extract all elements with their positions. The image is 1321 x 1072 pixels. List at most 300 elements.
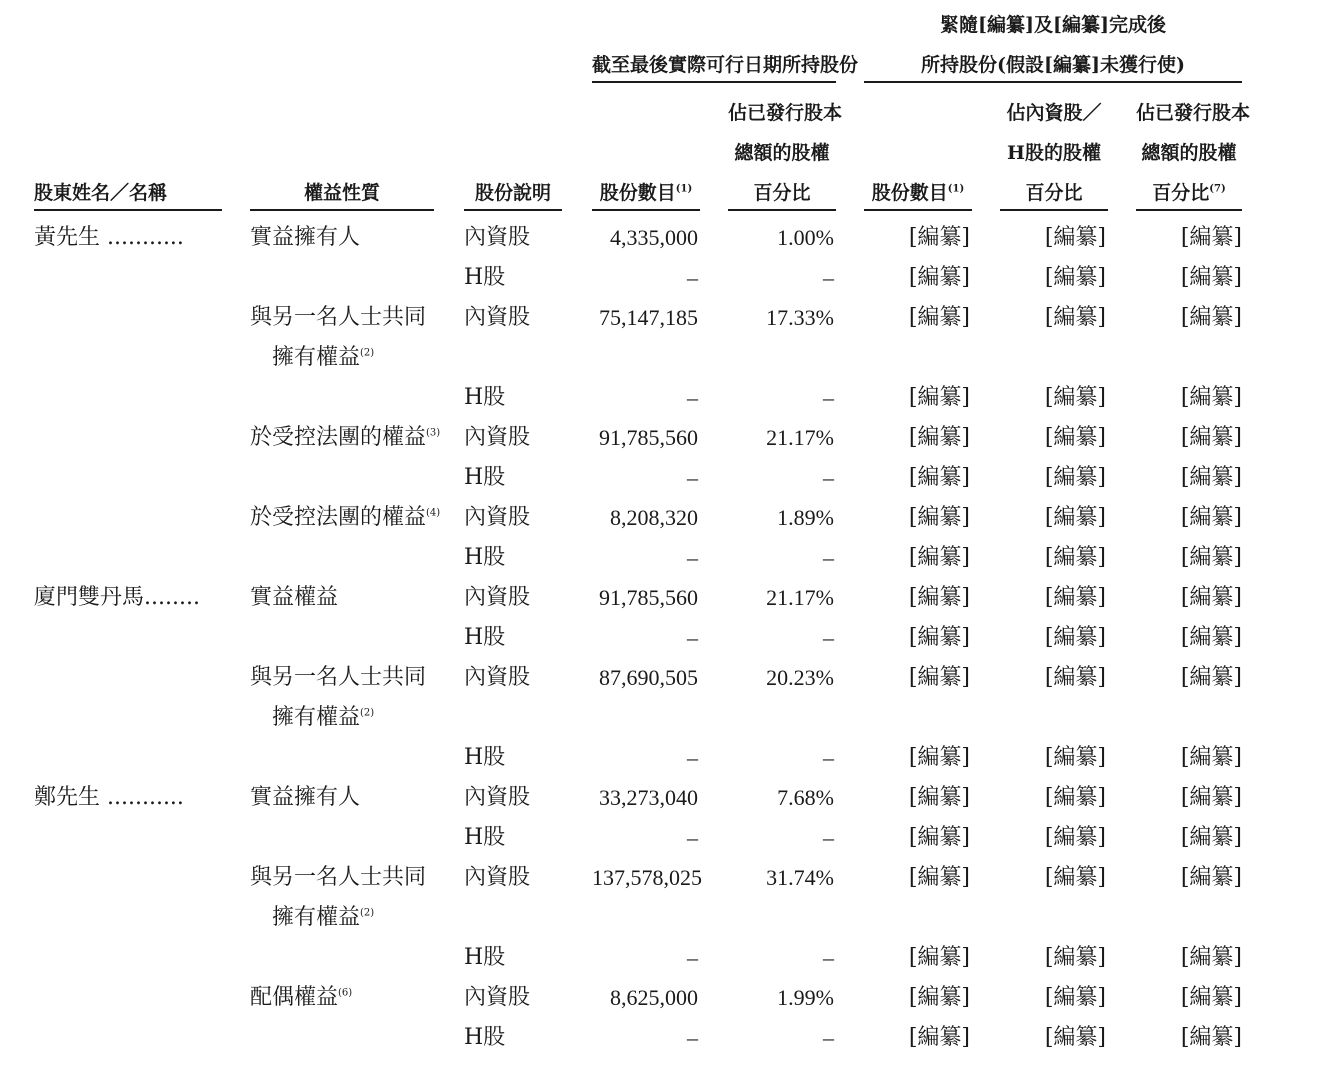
- share-class: [464, 698, 562, 738]
- shareholding-pct: [728, 1018, 834, 1058]
- post-total-pct-text: [編纂]: [1180, 865, 1242, 890]
- shareholder-name: [34, 1018, 222, 1058]
- shares-count: [592, 858, 702, 898]
- group-header-post-line1: 緊隨[編纂]及[編纂]完成後: [940, 14, 1166, 36]
- shareholding-pct-text: –: [823, 1025, 834, 1050]
- shares-count: [592, 938, 698, 978]
- col-rule-desc: [464, 209, 562, 211]
- post-total-pct: [1136, 418, 1242, 458]
- interest-nature-text: 擁有權益: [250, 705, 361, 730]
- interest-nature: [250, 778, 450, 818]
- shareholder-name-text: 黃先生 ...........: [34, 225, 184, 250]
- shareholder-name: [34, 858, 222, 898]
- post-shares-count-text: [編纂]: [908, 945, 970, 970]
- post-class-pct-text: [編纂]: [1044, 425, 1106, 450]
- post-shares-count: [864, 898, 970, 938]
- post-class-pct-text: [編纂]: [1044, 585, 1106, 610]
- post-total-pct: [1136, 538, 1242, 578]
- post-shares-count: [864, 978, 970, 1018]
- shares-count: [592, 618, 698, 658]
- col-header-post-class-pct-line1: 佔內資股／: [1006, 102, 1102, 124]
- post-total-pct-text: [編纂]: [1180, 425, 1242, 450]
- post-class-pct-text: [編纂]: [1044, 865, 1106, 890]
- shareholder-name: [34, 658, 222, 698]
- interest-nature: [250, 1018, 450, 1058]
- post-total-pct-text: [編纂]: [1180, 985, 1242, 1010]
- shareholder-name: [34, 538, 222, 578]
- interest-nature-text: 擁有權益: [250, 345, 361, 370]
- post-class-pct: [1000, 458, 1106, 498]
- post-class-pct: [1000, 778, 1106, 818]
- post-shares-count: [864, 818, 970, 858]
- shares-count: [592, 418, 698, 458]
- shareholding-pct: [728, 538, 834, 578]
- share-class: [464, 578, 562, 618]
- share-class-text: 內資股: [464, 585, 531, 610]
- post-shares-count: [864, 298, 970, 338]
- shares-count-text: 4,335,000: [610, 225, 698, 250]
- shareholder-name-text: 廈門雙丹馬........: [34, 585, 200, 610]
- share-class: [464, 1018, 562, 1058]
- share-class-text: H股: [464, 1025, 506, 1050]
- share-class-text: H股: [464, 545, 506, 570]
- interest-nature: [250, 858, 450, 898]
- share-class-text: H股: [464, 385, 506, 410]
- share-class-text: 內資股: [464, 985, 531, 1010]
- interest-nature: [250, 938, 450, 978]
- post-class-pct: [1000, 978, 1106, 1018]
- post-total-pct: [1136, 658, 1242, 698]
- post-class-pct-text: [編纂]: [1044, 985, 1106, 1010]
- shareholding-pct: [728, 658, 834, 698]
- share-class: [464, 618, 562, 658]
- shareholding-pct: [728, 898, 834, 938]
- shareholder-name: [34, 618, 222, 658]
- post-total-pct-text: [編纂]: [1180, 825, 1242, 850]
- post-total-pct: [1136, 298, 1242, 338]
- share-class: [464, 538, 562, 578]
- footnote-ref: (4): [426, 507, 441, 519]
- col-rule-post-shares: [864, 209, 972, 211]
- post-total-pct-text: [編纂]: [1180, 385, 1242, 410]
- share-class: [464, 258, 562, 298]
- post-class-pct: [1000, 338, 1106, 378]
- post-shares-count: [864, 658, 970, 698]
- post-total-pct-text: [編纂]: [1180, 625, 1242, 650]
- interest-nature: [250, 498, 450, 538]
- shares-count-text: –: [687, 825, 698, 850]
- shares-count-text: 33,273,040: [599, 785, 698, 810]
- interest-nature-text: 於受控法團的權益: [250, 425, 427, 450]
- group-header-post-line2: 所持股份(假設[編纂]未獲行使): [921, 54, 1185, 76]
- post-shares-count: [864, 938, 970, 978]
- post-class-pct: [1000, 258, 1106, 298]
- post-class-pct-text: [編纂]: [1044, 785, 1106, 810]
- post-shares-count-text: [編纂]: [908, 625, 970, 650]
- interest-nature: [250, 578, 450, 618]
- post-class-pct: [1000, 418, 1106, 458]
- interest-nature: [250, 258, 450, 298]
- share-class-text: H股: [464, 825, 506, 850]
- post-shares-count-text: [編纂]: [908, 265, 970, 290]
- col-header-shares: 股份數目$^{(1)}$: [599, 182, 693, 204]
- post-total-pct-text: [編纂]: [1180, 265, 1242, 290]
- col-rule-post-class-pct: [1000, 209, 1108, 211]
- post-class-pct-text: [編纂]: [1044, 385, 1106, 410]
- col-header-desc: 股份說明: [474, 182, 551, 204]
- interest-nature-text: 實益擁有人: [250, 785, 361, 810]
- interest-nature-text: 與另一名人士共同: [250, 305, 427, 330]
- post-shares-count-text: [編纂]: [908, 745, 970, 770]
- shareholding-pct-text: 1.89%: [777, 505, 834, 530]
- share-class: [464, 818, 562, 858]
- post-class-pct-text: [編纂]: [1044, 945, 1106, 970]
- share-class: [464, 658, 562, 698]
- interest-nature-text: 實益權益: [250, 585, 339, 610]
- post-class-pct: [1000, 218, 1106, 258]
- post-shares-count-text: [編纂]: [908, 985, 970, 1010]
- post-class-pct-text: [編纂]: [1044, 825, 1106, 850]
- shares-count: [592, 458, 698, 498]
- shares-count-text: –: [687, 385, 698, 410]
- col-header-pct-line2: 總額的股權: [734, 142, 830, 164]
- col-header-post-shares: 股份數目$^{(1)}$: [871, 182, 965, 204]
- post-total-pct-text: [編纂]: [1180, 585, 1242, 610]
- post-class-pct-text: [編纂]: [1044, 745, 1106, 770]
- post-shares-count: [864, 738, 970, 778]
- share-class-text: H股: [464, 265, 506, 290]
- share-class-text: 內資股: [464, 785, 531, 810]
- footnote-ref: (3): [426, 427, 441, 439]
- post-shares-count: [864, 458, 970, 498]
- shares-count-text: 8,625,000: [610, 985, 698, 1010]
- shareholding-pct-text: –: [823, 745, 834, 770]
- share-class-text: H股: [464, 945, 506, 970]
- share-class: [464, 738, 562, 778]
- shareholding-pct: [728, 618, 834, 658]
- post-shares-count-text: [編纂]: [908, 505, 970, 530]
- shares-count: [592, 778, 698, 818]
- post-total-pct-text: [編纂]: [1180, 665, 1242, 690]
- footnote-ref: (2): [360, 707, 375, 719]
- shareholding-pct: [728, 938, 834, 978]
- col-rule-name: [34, 209, 222, 211]
- post-total-pct: [1136, 978, 1242, 1018]
- post-shares-count: [864, 218, 970, 258]
- shareholding-pct: [728, 498, 834, 538]
- share-class: [464, 938, 562, 978]
- shareholding-pct: [728, 458, 834, 498]
- shares-count: [592, 658, 698, 698]
- post-total-pct: [1136, 858, 1242, 898]
- col-header-post-class-pct-line2: H股的股權: [1007, 142, 1101, 164]
- shareholding-pct: [728, 698, 834, 738]
- shareholding-pct-text: 21.17%: [766, 585, 834, 610]
- shareholding-pct-text: 17.33%: [766, 305, 834, 330]
- share-class: [464, 218, 562, 258]
- interest-nature: [250, 218, 450, 258]
- post-total-pct: [1136, 738, 1242, 778]
- share-class: [464, 298, 562, 338]
- interest-nature: [250, 418, 450, 458]
- share-class-text: 內資股: [464, 865, 531, 890]
- shareholder-name-text: 鄭先生 ...........: [34, 785, 184, 810]
- interest-nature: [250, 738, 450, 778]
- post-shares-count: [864, 618, 970, 658]
- post-class-pct: [1000, 538, 1106, 578]
- shareholder-name: [34, 698, 222, 738]
- footnote-ref: (2): [360, 347, 375, 359]
- shares-count-text: 91,785,560: [599, 425, 698, 450]
- shareholding-pct: [728, 578, 834, 618]
- post-shares-count: [864, 258, 970, 298]
- post-class-pct: [1000, 658, 1106, 698]
- post-total-pct: [1136, 618, 1242, 658]
- post-total-pct-text: [編纂]: [1180, 305, 1242, 330]
- shares-count: [592, 258, 698, 298]
- shareholder-name: [34, 578, 222, 618]
- interest-nature-text: 與另一名人士共同: [250, 665, 427, 690]
- shareholding-pct-text: –: [823, 545, 834, 570]
- post-shares-count: [864, 578, 970, 618]
- shareholder-name: [34, 978, 222, 1018]
- shares-count-text: 137,578,025: [592, 865, 702, 890]
- post-total-pct: [1136, 338, 1242, 378]
- shareholder-name: [34, 338, 222, 378]
- post-class-pct: [1000, 378, 1106, 418]
- post-class-pct: [1000, 618, 1106, 658]
- interest-nature: [250, 658, 450, 698]
- shares-count: [592, 218, 698, 258]
- col-header-pct-line1: 佔已發行股本: [728, 102, 843, 124]
- post-total-pct-text: [編纂]: [1180, 745, 1242, 770]
- post-class-pct: [1000, 818, 1106, 858]
- group-rule-current: [592, 81, 836, 83]
- share-class-text: 內資股: [464, 505, 531, 530]
- post-shares-count: [864, 858, 970, 898]
- post-shares-count: [864, 418, 970, 458]
- share-class: [464, 338, 562, 378]
- col-header-pct-line3: 百分比: [753, 182, 811, 204]
- post-total-pct-text: [編纂]: [1180, 1025, 1242, 1050]
- post-total-pct: [1136, 778, 1242, 818]
- post-total-pct-text: [編纂]: [1180, 225, 1242, 250]
- interest-nature-text: 與另一名人士共同: [250, 865, 427, 890]
- post-shares-count-text: [編纂]: [908, 785, 970, 810]
- post-class-pct-text: [編纂]: [1044, 665, 1106, 690]
- col-header-post-pct-line1: 佔已發行股本: [1136, 102, 1251, 124]
- shareholding-pct: [728, 258, 834, 298]
- share-class: [464, 978, 562, 1018]
- col-header-name: 股東姓名／名稱: [34, 182, 168, 204]
- shareholding-pct-text: 7.68%: [777, 785, 834, 810]
- share-class-text: 內資股: [464, 305, 531, 330]
- shares-count: [592, 1018, 698, 1058]
- footnote-ref: (6): [338, 987, 353, 999]
- shareholder-name: [34, 418, 222, 458]
- shares-count: [592, 578, 698, 618]
- shareholding-pct: [728, 778, 834, 818]
- post-total-pct: [1136, 458, 1242, 498]
- share-class-text: 內資股: [464, 425, 531, 450]
- post-class-pct-text: [編纂]: [1044, 465, 1106, 490]
- post-shares-count: [864, 778, 970, 818]
- post-shares-count-text: [編纂]: [908, 385, 970, 410]
- share-class: [464, 778, 562, 818]
- shareholding-pct: [728, 338, 834, 378]
- shareholding-pct-text: –: [823, 625, 834, 650]
- shareholding-pct: [728, 738, 834, 778]
- shareholding-pct-text: –: [823, 265, 834, 290]
- shares-count: [592, 698, 698, 738]
- post-total-pct-text: [編纂]: [1180, 465, 1242, 490]
- shareholder-name: [34, 218, 222, 258]
- interest-nature: [250, 538, 450, 578]
- shares-count-text: –: [687, 945, 698, 970]
- post-total-pct: [1136, 498, 1242, 538]
- post-class-pct: [1000, 1018, 1106, 1058]
- col-header-post-pct-line2: 總額的股權: [1141, 142, 1237, 164]
- shareholding-pct-text: 31.74%: [766, 865, 834, 890]
- post-total-pct: [1136, 578, 1242, 618]
- post-class-pct-text: [編纂]: [1044, 265, 1106, 290]
- group-header-current: 截至最後實際可行日期所持股份: [592, 54, 859, 76]
- share-class: [464, 498, 562, 538]
- interest-nature-text: 實益擁有人: [250, 225, 361, 250]
- share-class-text: H股: [464, 625, 506, 650]
- interest-nature: [250, 698, 450, 738]
- shareholding-pct-text: –: [823, 465, 834, 490]
- post-shares-count: [864, 1018, 970, 1058]
- post-total-pct: [1136, 218, 1242, 258]
- shares-count-text: 75,147,185: [599, 305, 698, 330]
- post-shares-count: [864, 538, 970, 578]
- shareholder-name: [34, 898, 222, 938]
- interest-nature: [250, 898, 450, 938]
- shares-count: [592, 498, 698, 538]
- col-rule-shares: [592, 209, 700, 211]
- post-total-pct-text: [編纂]: [1180, 945, 1242, 970]
- shareholder-name: [34, 738, 222, 778]
- shareholding-pct: [728, 818, 834, 858]
- post-shares-count-text: [編纂]: [908, 825, 970, 850]
- post-class-pct: [1000, 498, 1106, 538]
- shares-count: [592, 538, 698, 578]
- shareholder-name: [34, 498, 222, 538]
- post-shares-count-text: [編纂]: [908, 1025, 970, 1050]
- post-class-pct-text: [編纂]: [1044, 545, 1106, 570]
- shares-count-text: –: [687, 545, 698, 570]
- post-total-pct: [1136, 938, 1242, 978]
- shareholding-pct-text: 20.23%: [766, 665, 834, 690]
- interest-nature: [250, 378, 450, 418]
- post-class-pct: [1000, 738, 1106, 778]
- group-rule-post: [864, 81, 1242, 83]
- shareholder-name: [34, 298, 222, 338]
- shareholding-pct: [728, 218, 834, 258]
- shares-count-text: –: [687, 265, 698, 290]
- shares-count: [592, 338, 698, 378]
- post-shares-count-text: [編纂]: [908, 305, 970, 330]
- shareholder-name: [34, 258, 222, 298]
- post-shares-count: [864, 498, 970, 538]
- interest-nature: [250, 618, 450, 658]
- post-class-pct-text: [編纂]: [1044, 505, 1106, 530]
- interest-nature-text: 擁有權益: [250, 905, 361, 930]
- share-class-text: 內資股: [464, 225, 531, 250]
- post-class-pct: [1000, 858, 1106, 898]
- post-total-pct: [1136, 1018, 1242, 1058]
- post-total-pct: [1136, 258, 1242, 298]
- post-class-pct-text: [編纂]: [1044, 305, 1106, 330]
- col-rule-pct: [728, 209, 836, 211]
- share-class-text: 內資股: [464, 665, 531, 690]
- post-class-pct: [1000, 578, 1106, 618]
- interest-nature: [250, 458, 450, 498]
- post-shares-count-text: [編纂]: [908, 465, 970, 490]
- post-class-pct: [1000, 698, 1106, 738]
- interest-nature: [250, 818, 450, 858]
- post-shares-count-text: [編纂]: [908, 225, 970, 250]
- share-class: [464, 858, 562, 898]
- post-class-pct: [1000, 898, 1106, 938]
- footnote-ref: (2): [360, 907, 375, 919]
- shares-count-text: 87,690,505: [599, 665, 698, 690]
- share-class: [464, 418, 562, 458]
- post-total-pct: [1136, 818, 1242, 858]
- col-rule-nature: [250, 209, 434, 211]
- shareholder-name: [34, 458, 222, 498]
- shareholding-pct-text: –: [823, 385, 834, 410]
- post-shares-count-text: [編纂]: [908, 585, 970, 610]
- shares-count-text: –: [687, 745, 698, 770]
- shares-count: [592, 978, 698, 1018]
- shares-count-text: 8,208,320: [610, 505, 698, 530]
- post-class-pct: [1000, 938, 1106, 978]
- shareholding-pct-text: –: [823, 945, 834, 970]
- interest-nature-text: 配偶權益: [250, 985, 339, 1010]
- share-class: [464, 458, 562, 498]
- shareholding-pct: [728, 378, 834, 418]
- shareholding-pct: [728, 298, 834, 338]
- col-header-post-class-pct-line3: 百分比: [1025, 182, 1083, 204]
- shareholder-name: [34, 778, 222, 818]
- post-class-pct-text: [編纂]: [1044, 1025, 1106, 1050]
- interest-nature: [250, 298, 450, 338]
- shares-count: [592, 298, 698, 338]
- shares-count: [592, 738, 698, 778]
- shareholding-pct-text: –: [823, 825, 834, 850]
- interest-nature: [250, 338, 450, 378]
- shareholding-pct: [728, 978, 834, 1018]
- shareholding-pct: [728, 858, 834, 898]
- post-shares-count-text: [編纂]: [908, 865, 970, 890]
- shareholder-name: [34, 938, 222, 978]
- shareholding-pct-text: 1.00%: [777, 225, 834, 250]
- share-class: [464, 378, 562, 418]
- shareholding-pct-text: 1.99%: [777, 985, 834, 1010]
- post-shares-count-text: [編纂]: [908, 665, 970, 690]
- post-total-pct-text: [編纂]: [1180, 505, 1242, 530]
- share-class-text: H股: [464, 745, 506, 770]
- shares-count: [592, 818, 698, 858]
- col-header-post-pct-line3: 百分比$^{(7)}$: [1152, 182, 1226, 204]
- shareholder-name: [34, 818, 222, 858]
- shareholder-name: [34, 378, 222, 418]
- post-shares-count-text: [編纂]: [908, 425, 970, 450]
- shares-count-text: –: [687, 625, 698, 650]
- post-shares-count-text: [編纂]: [908, 545, 970, 570]
